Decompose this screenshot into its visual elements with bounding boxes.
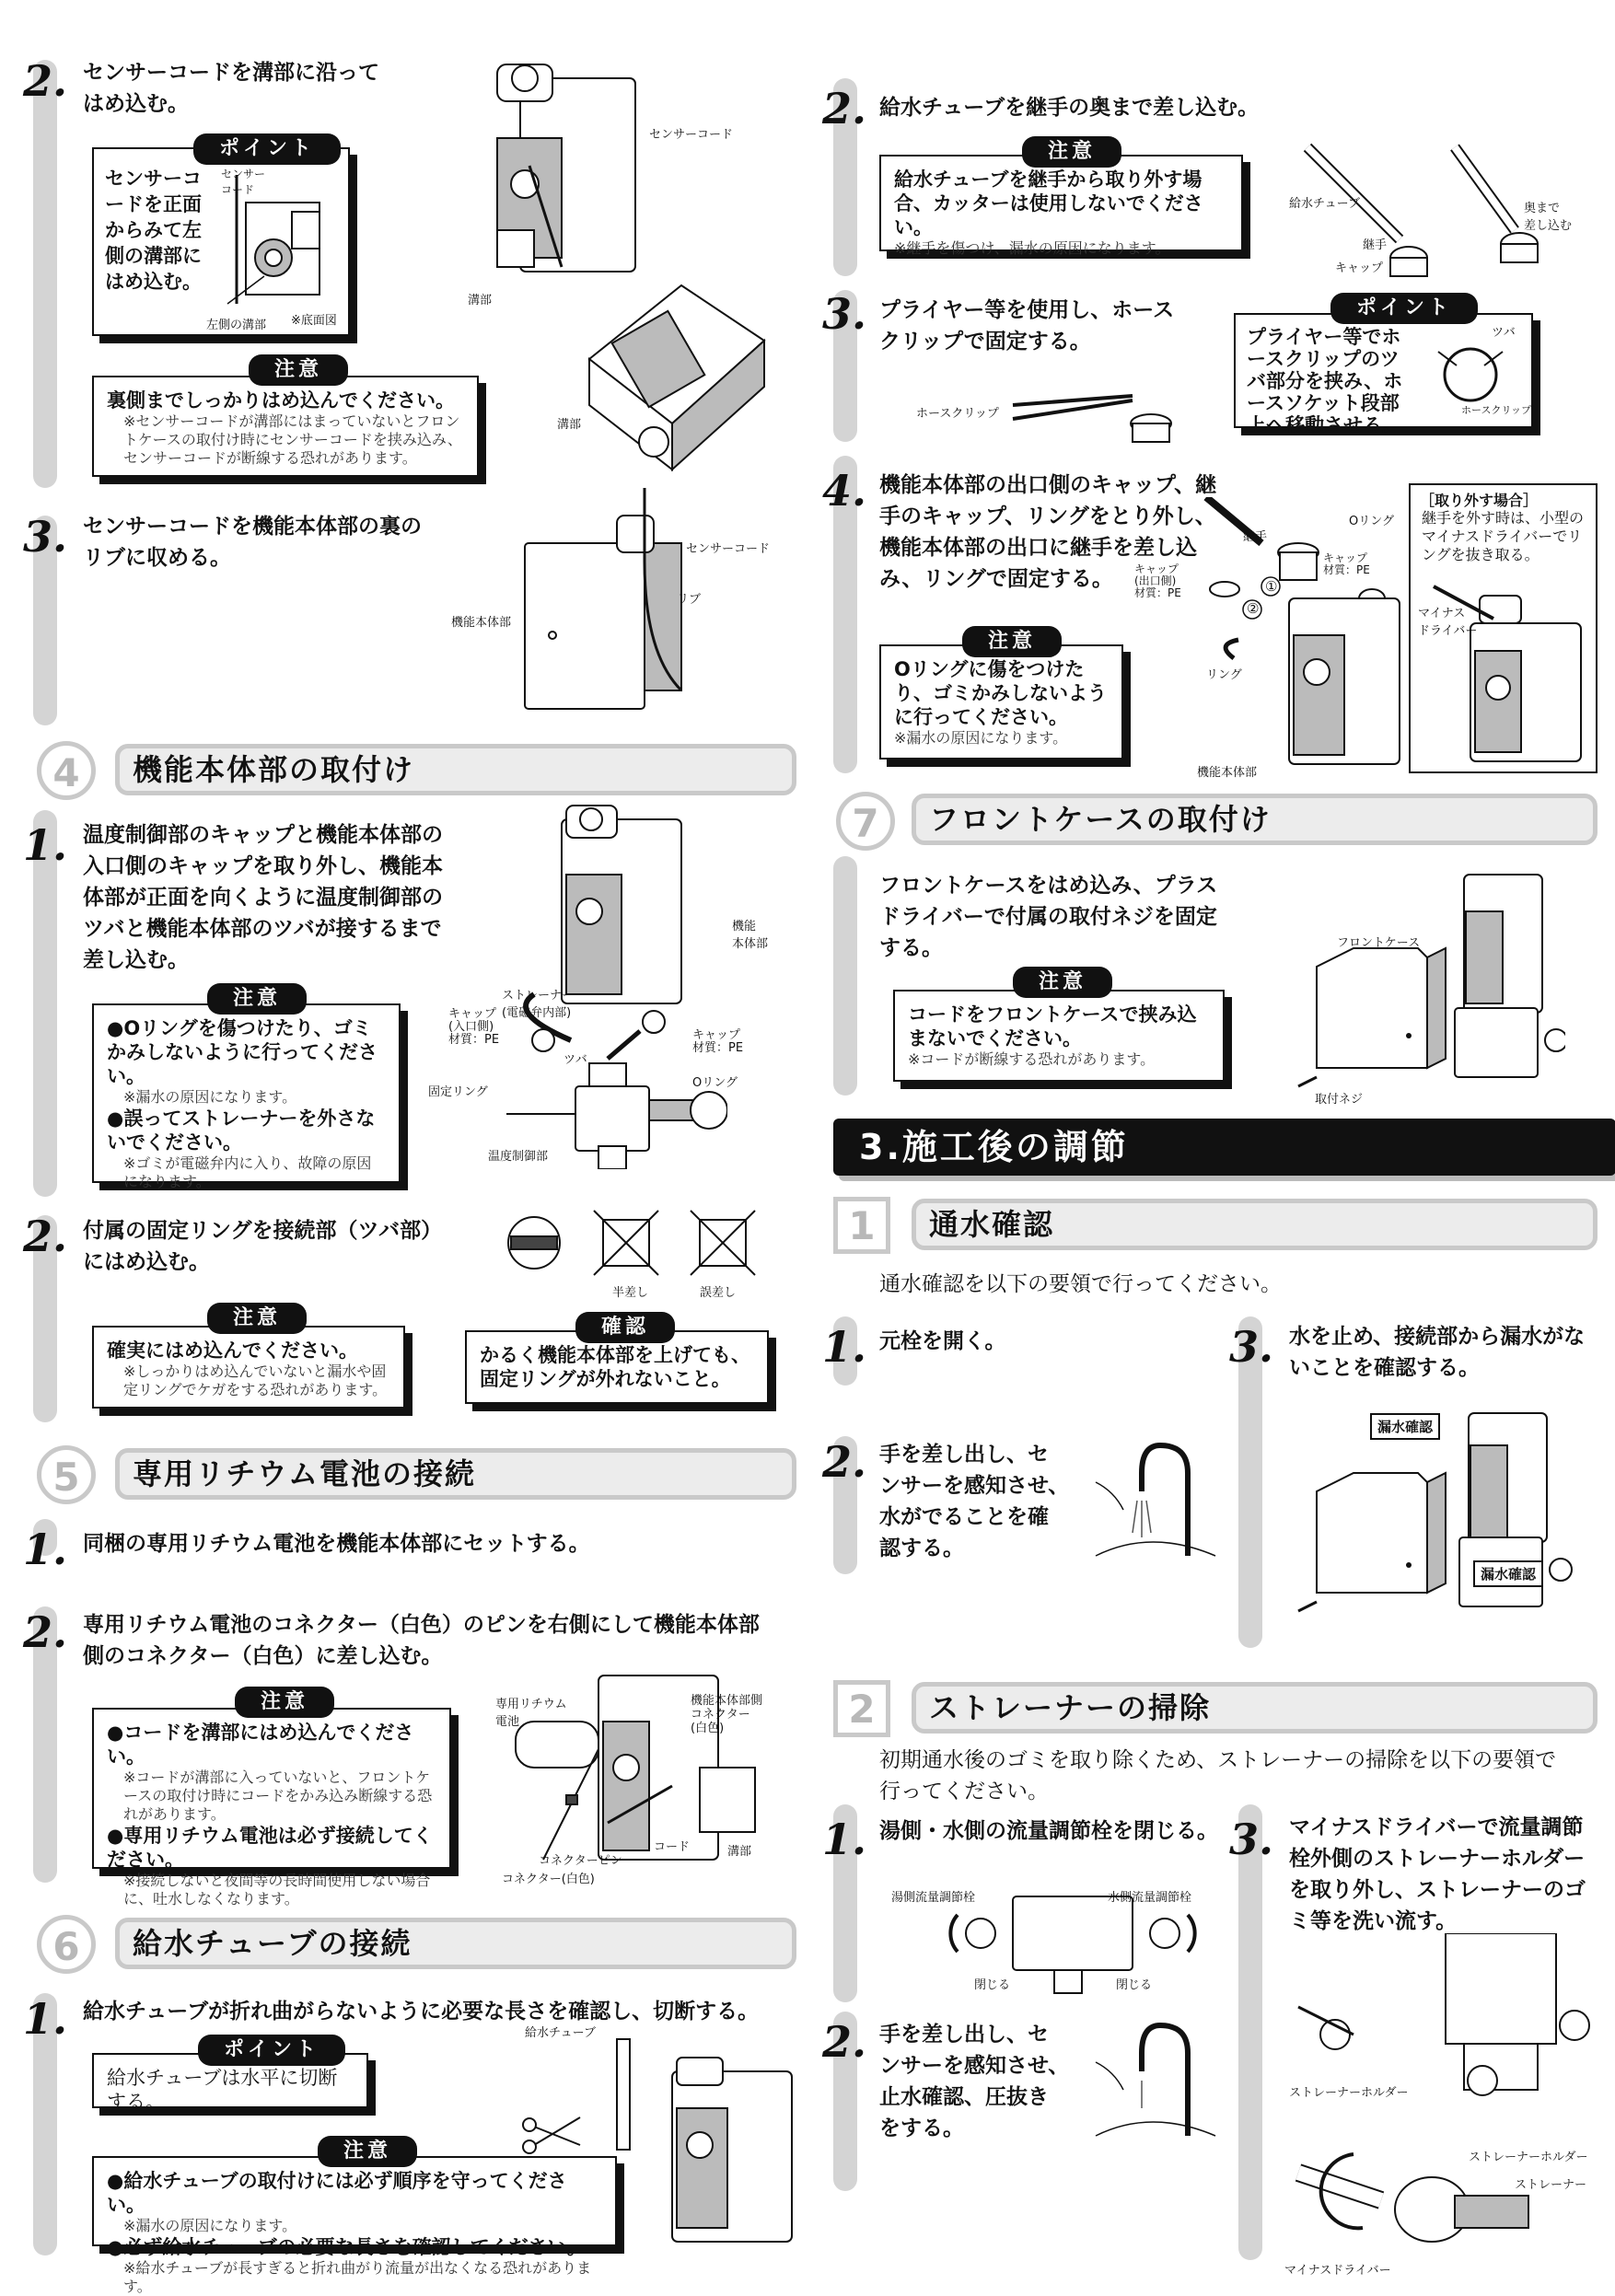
step-number: 3.	[1229, 1322, 1274, 1372]
label-leak-check: 漏水確認	[1370, 1413, 1440, 1440]
label-joint: 継手	[1243, 530, 1268, 544]
confirm-badge: 確認	[575, 1312, 675, 1343]
body-assembly-illustration	[433, 801, 727, 1169]
step-number: 3.	[1229, 1815, 1274, 1864]
step-text: プライヤー等を使用し、ホース クリップで固定する。	[879, 298, 1175, 354]
label-tsuba: ツバ	[1492, 326, 1516, 340]
caution-box	[879, 644, 1123, 760]
label-joint: 継手	[1363, 238, 1388, 252]
step-text: 手を差し出し、セ ンサーを感知させ、 止水確認、圧抜き をする。	[879, 2023, 1070, 2140]
step-text: 元栓を開く。	[879, 1329, 1006, 1353]
label-wrong-insert: 誤差し	[700, 1286, 737, 1300]
label-strainer: ストレーナー (電磁弁内部)	[502, 989, 575, 1020]
plier-illustration	[1004, 368, 1188, 451]
step-rail	[1238, 1804, 1262, 2260]
remove-text: 継手を外す時は、小型のマイナスドライバーでリングを抜き取る。	[1422, 509, 1585, 563]
label-ring: リング	[1206, 668, 1242, 682]
point-text: センサーコードを正面からみて左側の溝部にはめ込む。	[105, 168, 202, 293]
caution-sub: ※センサーコードが溝部にはまっていないとフロントケースの取付け時にセンサーコードを挟み込み、センサーコードが断線する恐れがあります。	[123, 412, 462, 467]
label-cord: コード	[654, 1840, 691, 1854]
label-hot-valve: 湯側流量調節栓	[891, 1891, 976, 1905]
caution-item: ●誤ってストレーナーを外さないでください。	[107, 1107, 376, 1154]
step-text: 付属の固定リングを接続部（ツバ部） にはめ込む。	[83, 1219, 443, 1274]
faucet-illustration	[1086, 1427, 1225, 1565]
label-groove: 溝部	[468, 294, 493, 307]
label-body: 機能本体部	[451, 616, 512, 630]
step-number: 2.	[822, 1437, 867, 1487]
caution-sub: ※ゴミが電磁弁内に入り、故障の原因になります。	[123, 1154, 372, 1190]
step-text: 機能本体部の出口側のキャップ、継 手のキャップ、リングをとり外し、 機能本体部の出口に継手を差し込 み、リングで固定する。	[879, 473, 1217, 591]
section-heading: 3.施工後の調節	[833, 1119, 1615, 1176]
label-screw: 取付ネジ	[1315, 1093, 1364, 1107]
point-box	[92, 147, 350, 336]
subsection-intro: 初期通水後のゴミを取り除くため、ストレーナーの掃除を以下の要領で 行ってください。	[879, 1748, 1557, 1803]
caution-sub: ※漏水の原因になります。	[894, 729, 1068, 747]
clip-detail	[1420, 333, 1521, 407]
step-number: 1.	[23, 820, 68, 870]
step-number: 1.	[23, 1525, 68, 1574]
step-number: 2.	[23, 1212, 68, 1261]
step-text: 給水チューブが折れ曲がらないように必要な長さを確認し、切断する。	[83, 2000, 760, 2023]
caution-badge: 注意	[1013, 967, 1112, 998]
point-text: 給水チューブは水平に切断する。	[107, 2067, 338, 2113]
step-text: 湯側・水側の流量調節栓を閉じる。	[879, 1819, 1218, 1843]
section-number: 4	[37, 741, 96, 800]
strainer-removal-illustration	[1280, 1933, 1593, 2274]
label-half-inserted: 半差し	[612, 1286, 649, 1300]
label-body-connector: 機能本体部側 コネクター (白色)	[691, 1694, 763, 1735]
caution-item: ●Oリングを傷つけたり、ゴミかみしないように行ってください。	[107, 1017, 378, 1087]
caution-main: 確実にはめ込んでください。	[107, 1339, 358, 1362]
remove-box	[1409, 483, 1598, 773]
step-text: センサーコードを機能本体部の裏の リブに収める。	[83, 515, 422, 570]
label-bottom-view: ※底面図	[291, 314, 337, 328]
label-cap-outlet: キャップ (出口側) 材質：PE	[1134, 562, 1181, 599]
label-cap-inlet: キャップ (入口側) 材質：PE	[448, 1007, 500, 1047]
label-tube: 給水チューブ	[525, 2026, 596, 2040]
caution-item: ●専用リチウム電池は必ず接続してください。	[107, 1825, 433, 1871]
caution-badge: 注意	[207, 1303, 307, 1334]
label-circle-1: ①	[1265, 578, 1278, 595]
label-groove: 溝部	[727, 1845, 752, 1859]
section-title: 機能本体部の取付け	[115, 744, 796, 795]
caution-box	[92, 1326, 405, 1409]
subsection-number: 1	[833, 1197, 890, 1254]
label-temp-control: 温度制御部	[488, 1150, 549, 1164]
caution-box	[879, 155, 1243, 257]
faucet-illustration	[1086, 2007, 1225, 2145]
section-text: フロントケースをはめ込み、プラス ドライバーで付属の取付ネジを固定 する。	[879, 874, 1218, 960]
caution-badge: 注意	[249, 354, 348, 386]
label-oring: Oリング	[1349, 515, 1394, 528]
remove-title: ［取り外す場合］	[1420, 492, 1539, 509]
label-battery: 専用リチウム 電池	[495, 1698, 567, 1729]
label-strainer: ストレーナー	[1515, 2178, 1587, 2192]
caution-item: ●必ず給水チューブの必要な長さを確認してください。	[107, 2236, 587, 2258]
section-number: 5	[37, 1445, 96, 1504]
section-title: 専用リチウム電池の接続	[115, 1448, 796, 1500]
caution-sub: ※漏水の原因になります。	[123, 1088, 297, 1106]
label-close: 閉じる	[1116, 1978, 1153, 1992]
section-title: フロントケースの取付け	[912, 794, 1598, 845]
label-minus-driver: マイナスドライバー	[1284, 2264, 1391, 2278]
label-cap: キャップ 材質：PE	[692, 1028, 744, 1055]
point-badge: ポイント	[193, 133, 341, 165]
step-number: 2.	[23, 1607, 68, 1657]
label-connector-white: コネクター(白色)	[502, 1873, 595, 1886]
point-box	[1234, 313, 1533, 436]
label-cap: キャップ	[1335, 261, 1384, 275]
caution-box	[92, 376, 479, 477]
body-front-illustration	[470, 55, 645, 295]
step-text: 同梱の専用リチウム電池を機能本体部にセットする。	[83, 1532, 590, 1556]
step-text: マイナスドライバーで流量調節 栓外側のストレーナーホルダー を取り外し、ストレーナーのゴ ミ等を洗い流す。	[1289, 1815, 1586, 1933]
label-rib: リブ	[677, 593, 702, 607]
step-rail	[833, 856, 857, 1096]
caution-sub: ※漏水の原因になります。	[123, 2217, 297, 2234]
subsection-number: 2	[833, 1680, 890, 1737]
leak-check-illustration	[1289, 1390, 1593, 1629]
label-fixring: 固定リング	[428, 1085, 488, 1099]
step-text: 手を差し出し、セ ンサーを感知させ、 水がでることを確 認する。	[879, 1443, 1070, 1560]
label-left-groove: 左側の溝部	[206, 319, 267, 332]
caution-main: 給水チューブを継手から取り外す場合、カッターは使用しないでください。	[894, 168, 1203, 238]
caution-box	[893, 990, 1225, 1082]
label-cap: キャップ 材質：PE	[1323, 551, 1370, 576]
step-number: 1.	[23, 1994, 68, 2044]
label-strainer-holder: ストレーナーホルダー	[1289, 2086, 1409, 2100]
caution-sub: ※給水チューブが長すぎると折れ曲がり流量が出なくなる恐れがあります。	[123, 2259, 592, 2295]
remove-illustration	[1415, 568, 1590, 771]
step-rail	[33, 60, 57, 488]
label-hose-clip: ホースクリップ	[916, 407, 999, 421]
step-text: 給水チューブを継手の奥まで差し込む。	[879, 96, 1260, 120]
label-hose-clip: ホースクリップ	[1461, 404, 1532, 416]
step-number: 3.	[822, 289, 867, 339]
label-body: 機能 本体部	[732, 920, 769, 951]
step-number: 2.	[822, 84, 867, 133]
label-strainer-holder: ストレーナーホルダー	[1469, 2151, 1588, 2164]
label-oring: Oリング	[692, 1076, 738, 1090]
caution-badge: 注意	[1022, 136, 1121, 168]
body-back-illustration	[516, 488, 709, 727]
caution-sub: ※しっかりはめ込んでいないと漏水や固定リングでケガをする恐れがあります。	[123, 1363, 388, 1398]
caution-badge: 注意	[962, 626, 1062, 657]
caution-main: コードをフロントケースで挟み込まないでください。	[908, 1003, 1197, 1049]
subsection-intro: 通水確認を以下の要領で行ってください。	[879, 1272, 1282, 1296]
caution-item: ●給水チューブの取付けには必ず順序を守ってください。	[107, 2170, 567, 2216]
step-text: 温度制御部のキャップと機能本体部の 入口側のキャップを取り外し、機能本 体部が正面を向くように温度制御部の ツバと機能本体部のツバが接するまで 差し込む。	[83, 823, 443, 972]
body-open-illustration	[571, 267, 783, 488]
section-title: 給水チューブの接続	[115, 1918, 796, 1969]
label-front-case: フロントケース	[1337, 936, 1421, 950]
label-circle-2: ②	[1247, 600, 1260, 617]
caution-sub: ※接続しないと夜間等の長時間使用しない場合に、吐水しなくなります。	[123, 1872, 431, 1908]
step-number: 1.	[822, 1815, 867, 1864]
caution-main: Oリングに傷をつけたり、ゴミかみしないように行ってください。	[894, 658, 1107, 728]
label-sensor-cord: センサーコード	[649, 128, 734, 142]
confirm-text: かるく機能本体部を上げても、固定リングが外れないこと。	[480, 1344, 750, 1390]
label-body: 機能本体部	[1197, 766, 1258, 780]
caution-item: ●コードを溝部にはめ込んでください。	[107, 1722, 414, 1768]
front-case-illustration	[1289, 856, 1565, 1096]
step-number: 4.	[822, 466, 867, 516]
point-text: プライヤー等でホースクリップのツバ部分を挟み、ホースソケット段部上へ移動させる。	[1247, 326, 1403, 436]
caution-badge: 注意	[235, 1687, 334, 1718]
step-text: 水を止め、接続部から漏水がな いことを確認する。	[1289, 1325, 1586, 1380]
label-sensor-cord: センサーコード	[686, 542, 771, 556]
subsection-title: 通水確認	[912, 1199, 1598, 1250]
point-badge: ポイント	[1330, 293, 1478, 324]
step-number: 1.	[822, 1322, 867, 1372]
label-tsuba: ツバ	[564, 1053, 587, 1067]
caution-badge: 注意	[207, 983, 307, 1015]
section-number: 7	[836, 792, 895, 851]
caution-box	[92, 1708, 451, 1908]
label-connector-pin: コネクターピン	[539, 1854, 622, 1868]
step-number: 2.	[822, 2017, 867, 2067]
caution-main: 裏側までしっかりはめ込んでください。	[107, 389, 455, 412]
label-tube: 給水チューブ	[1289, 197, 1360, 211]
label-groove: 溝部	[557, 418, 582, 432]
caution-badge: 注意	[318, 2136, 417, 2167]
caution-sub: ※コードが溝部に入っていないと、フロントケースの取付け時にコードをかみ込み断線する恐れがあります。	[123, 1768, 433, 1823]
point-badge: ポイント	[198, 2035, 345, 2066]
label-close: 閉じる	[974, 1978, 1011, 1992]
joint-assembly-illustration	[1188, 497, 1418, 773]
label-leak-check: 漏水確認	[1473, 1560, 1543, 1587]
step-text: センサーコードを溝部に沿って はめ込む。	[83, 61, 379, 116]
section-number: 6	[37, 1915, 96, 1974]
label-sensor-cord: センサー コード	[221, 168, 266, 196]
caution-box	[92, 1003, 401, 1190]
step-number: 2.	[23, 56, 68, 106]
step-number: 3.	[23, 512, 68, 562]
label-insert-deep: 奥まで 差し込む	[1524, 202, 1573, 233]
label-cold-valve: 水側流量調節栓	[1108, 1891, 1192, 1905]
caution-sub: ※コードが断線する恐れがあります。	[908, 1050, 1156, 1068]
ring-illustration	[493, 1201, 769, 1284]
subsection-title: ストレーナーの掃除	[912, 1682, 1598, 1734]
tube-cut-illustration	[516, 2035, 801, 2246]
label-minus-driver: マイナス ドライバー	[1418, 607, 1478, 638]
caution-sub: ※継手を傷つけ、漏水の原因になります。	[894, 239, 1170, 257]
step-text: 専用リチウム電池のコネクター（白色）のピンを右側にして機能本体部 側のコネクター（白色）に差し込む。	[83, 1613, 760, 1668]
